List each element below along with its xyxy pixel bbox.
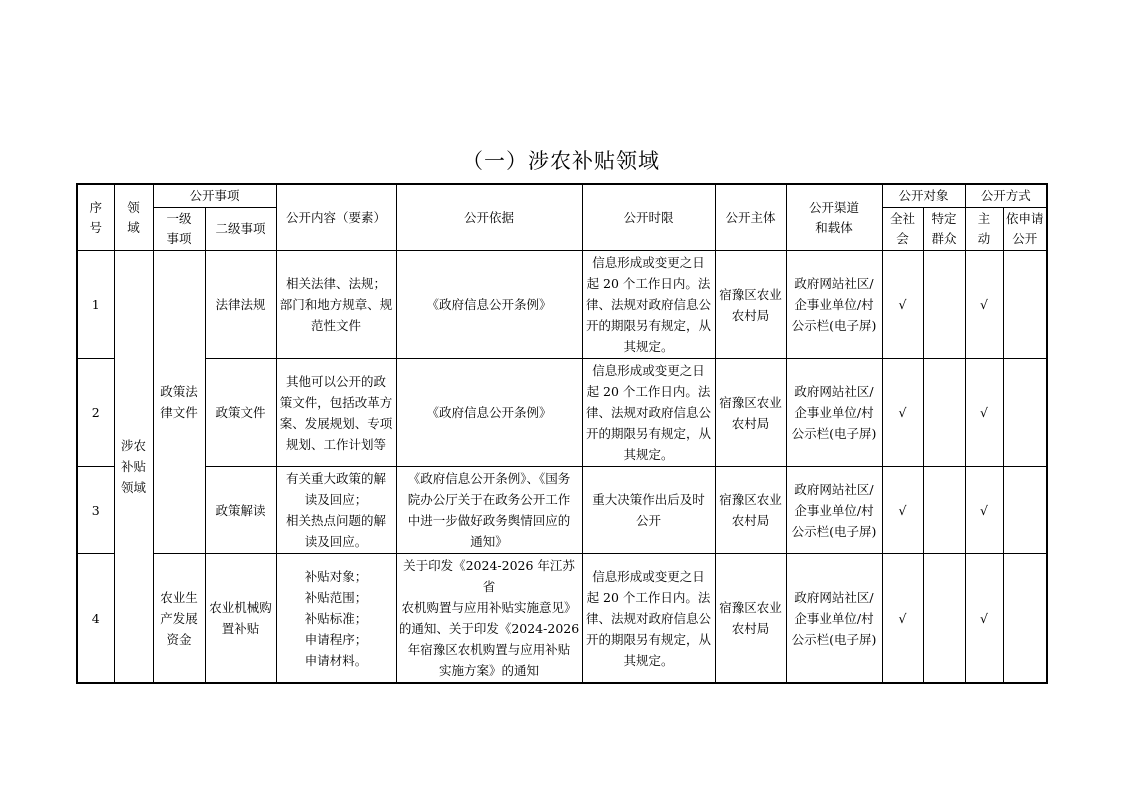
table-row [77,251,1047,359]
page-title: （一）涉农补贴领域 [462,149,660,173]
row-basis: 《政府信息公开条例》 [396,359,582,467]
header-time-limit: 公开时限 [582,184,715,251]
row-time-limit: 信息形成或变更之日 起 20 个工作日内。法 律、法规对政府信息公 开的期限另有规定，从 其规定。 [582,251,715,359]
row-subject: 宿豫区农业 农村局 [715,467,786,554]
header-method: 公开方式 [965,184,1047,208]
row-channel: 政府网站社区/ 企事业单位/村 公示栏(电子屏) [786,251,882,359]
header-seq: 序 号 [77,184,114,251]
row-seq: 2 [77,359,114,467]
header-channel: 公开渠道 和载体 [786,184,882,251]
row-content: 补贴对象； 补贴范围； 补贴标准； 申请程序； 申请材料。 [276,554,396,684]
header-content: 公开内容（要素） [276,184,396,251]
row-subject: 宿豫区农业 农村局 [715,359,786,467]
level1-cell-funds: 农业生 产发展 资金 [153,554,205,684]
row-time-limit: 信息形成或变更之日 起 20 个工作日内。法 律、法规对政府信息公 开的期限另有规定，从 其规定。 [582,359,715,467]
row-content: 其他可以公开的政 策文件，包括改革方 案、发展规划、专项 规划、工作计划等 [276,359,396,467]
row-channel: 政府网站社区/ 企事业单位/村 公示栏(电子屏) [786,359,882,467]
row-target-all: √ [882,359,923,467]
header-items: 公开事项 [153,184,276,208]
row-target-specific [923,251,965,359]
row-seq: 1 [77,251,114,359]
row-channel: 政府网站社区/ 企事业单位/村 公示栏(电子屏) [786,554,882,684]
level1-cell-policy: 政策法 律文件 [153,251,205,554]
row-subject: 宿豫区农业 农村局 [715,251,786,359]
row-target-all: √ [882,554,923,684]
header-level2: 二级事项 [205,208,276,251]
table-row [77,359,1047,467]
header-domain: 领 域 [114,184,153,251]
row-target-all: √ [882,467,923,554]
row-method-active: √ [965,359,1003,467]
row-seq: 4 [77,554,114,684]
disclosure-table [76,183,1048,684]
row-target-specific [923,359,965,467]
row-basis: 关于印发《2024-2026 年江苏省 农机购置与应用补贴实施意见》 的通知、关于印发《2024-2026 年宿豫区农机购置与应用补贴 实施方案》的通知 [396,554,582,684]
header-method-active: 主 动 [965,208,1003,251]
row-method-active: √ [965,467,1003,554]
header-target: 公开对象 [882,184,965,208]
table-row [77,554,1047,684]
row-content: 相关法律、法规； 部门和地方规章、规 范性文件 [276,251,396,359]
row-target-specific [923,467,965,554]
row-time-limit: 重大决策作出后及时 公开 [582,467,715,554]
row-level2: 政策文件 [205,359,276,467]
row-seq: 3 [77,467,114,554]
row-method-apply [1003,251,1047,359]
row-basis: 《政府信息公开条例》 [396,251,582,359]
row-method-active: √ [965,554,1003,684]
header-target-all: 全社 会 [882,208,923,251]
domain-cell: 涉农 补贴 领域 [114,251,153,684]
row-content: 有关重大政策的解 读及回应； 相关热点问题的解 读及回应。 [276,467,396,554]
table-row [77,467,1047,554]
row-target-all: √ [882,251,923,359]
row-target-specific [923,554,965,684]
row-level2: 农业机械购 置补贴 [205,554,276,684]
row-subject: 宿豫区农业 农村局 [715,554,786,684]
header-level1: 一级 事项 [153,208,205,251]
header-subject: 公开主体 [715,184,786,251]
table-header [77,184,1047,251]
row-method-apply [1003,554,1047,684]
row-level2: 法律法规 [205,251,276,359]
header-target-specific: 特定 群众 [923,208,965,251]
row-time-limit: 信息形成或变更之日 起 20 个工作日内。法 律、法规对政府信息公 开的期限另有规定，从 其规定。 [582,554,715,684]
row-method-apply [1003,467,1047,554]
row-channel: 政府网站社区/ 企事业单位/村 公示栏(电子屏) [786,467,882,554]
row-basis: 《政府信息公开条例》、《国务 院办公厅关于在政务公开工作 中进一步做好政务舆情回应的 通知》 [396,467,582,554]
row-level2: 政策解读 [205,467,276,554]
row-method-apply [1003,359,1047,467]
header-basis: 公开依据 [396,184,582,251]
header-method-apply: 依申请 公开 [1003,208,1047,251]
row-method-active: √ [965,251,1003,359]
